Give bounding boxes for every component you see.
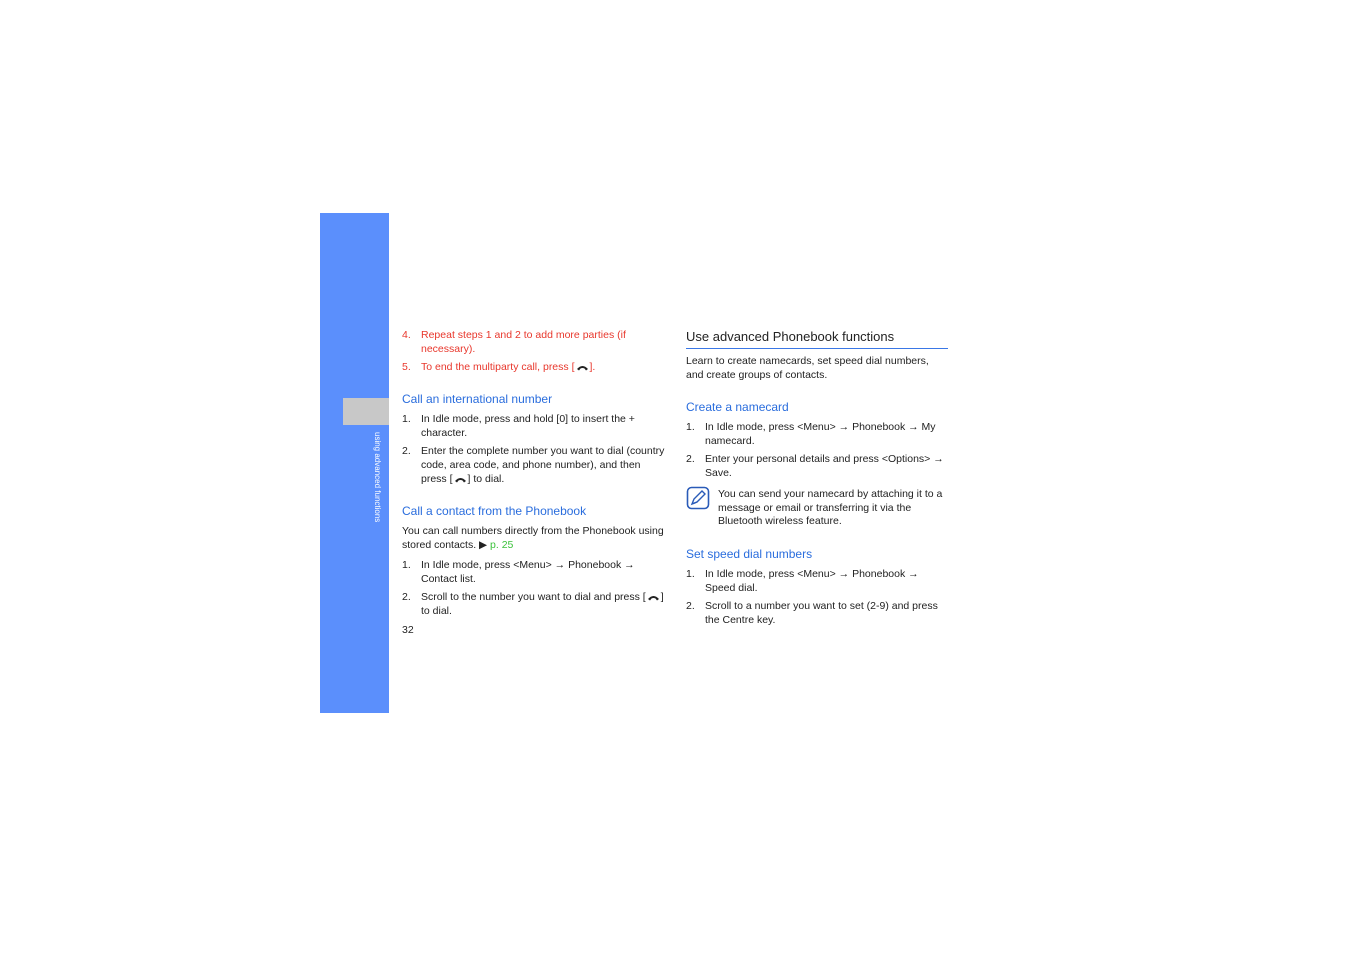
list-item: 4. Repeat steps 1 and 2 to add more parties (if necessary). xyxy=(402,329,626,355)
section-intro: You can call numbers directly from the Phonebook using stored contacts. ▶ p. 25 xyxy=(402,525,664,551)
call-icon xyxy=(454,476,467,483)
right-column xyxy=(686,328,948,631)
section-heading: Create a namecard xyxy=(686,400,789,414)
list-item: 2. Enter your personal details and press <Options> → Save. xyxy=(686,453,944,479)
chapter-tab xyxy=(343,398,389,425)
page-number: 32 xyxy=(402,624,414,636)
call-icon xyxy=(647,594,660,601)
note-pen-icon xyxy=(686,486,710,510)
list-item: 1. In Idle mode, press and hold [0] to insert the + character. xyxy=(402,413,635,439)
section-heading: Call an international number xyxy=(402,392,553,406)
list-item: 2. Enter the complete number you want to dial (country code, area code, and phone number), and then press [ ] to dial. xyxy=(402,445,665,485)
list-item: 2. Scroll to the number you want to dial and press [ ] to dial. xyxy=(402,591,664,617)
section-intro: Learn to create namecards, set speed dial numbers, and create groups of contacts. xyxy=(686,355,929,381)
left-column xyxy=(402,328,667,636)
list-item: 1. In Idle mode, press <Menu> → Phonebook → Speed dial. xyxy=(686,567,919,594)
chapter-label: using advanced functions xyxy=(373,432,382,523)
page-reference[interactable]: p. 25 xyxy=(490,539,514,551)
list-item: 1. In Idle mode, press <Menu> → Phonebook → My namecard. xyxy=(686,421,936,447)
section-heading: Set speed dial numbers xyxy=(686,546,813,561)
list-item: 5. To end the multiparty call, press [ ]. xyxy=(402,361,596,373)
list-item: 1. In Idle mode, press <Menu> → Phonebook → Contact list. xyxy=(402,559,635,585)
list-item: 2. Scroll to a number you want to set (2-9) and press the Centre key. xyxy=(686,599,938,626)
note-box: You can send your namecard by attaching it to a message or email or transferring it via the Bluetooth wireless feature. xyxy=(686,488,948,529)
page-title: Use advanced Phonebook functions xyxy=(686,328,948,349)
section-heading: Call a contact from the Phonebook xyxy=(402,504,587,518)
arrow-icon: ▶ xyxy=(479,539,488,551)
end-call-icon xyxy=(576,364,589,371)
